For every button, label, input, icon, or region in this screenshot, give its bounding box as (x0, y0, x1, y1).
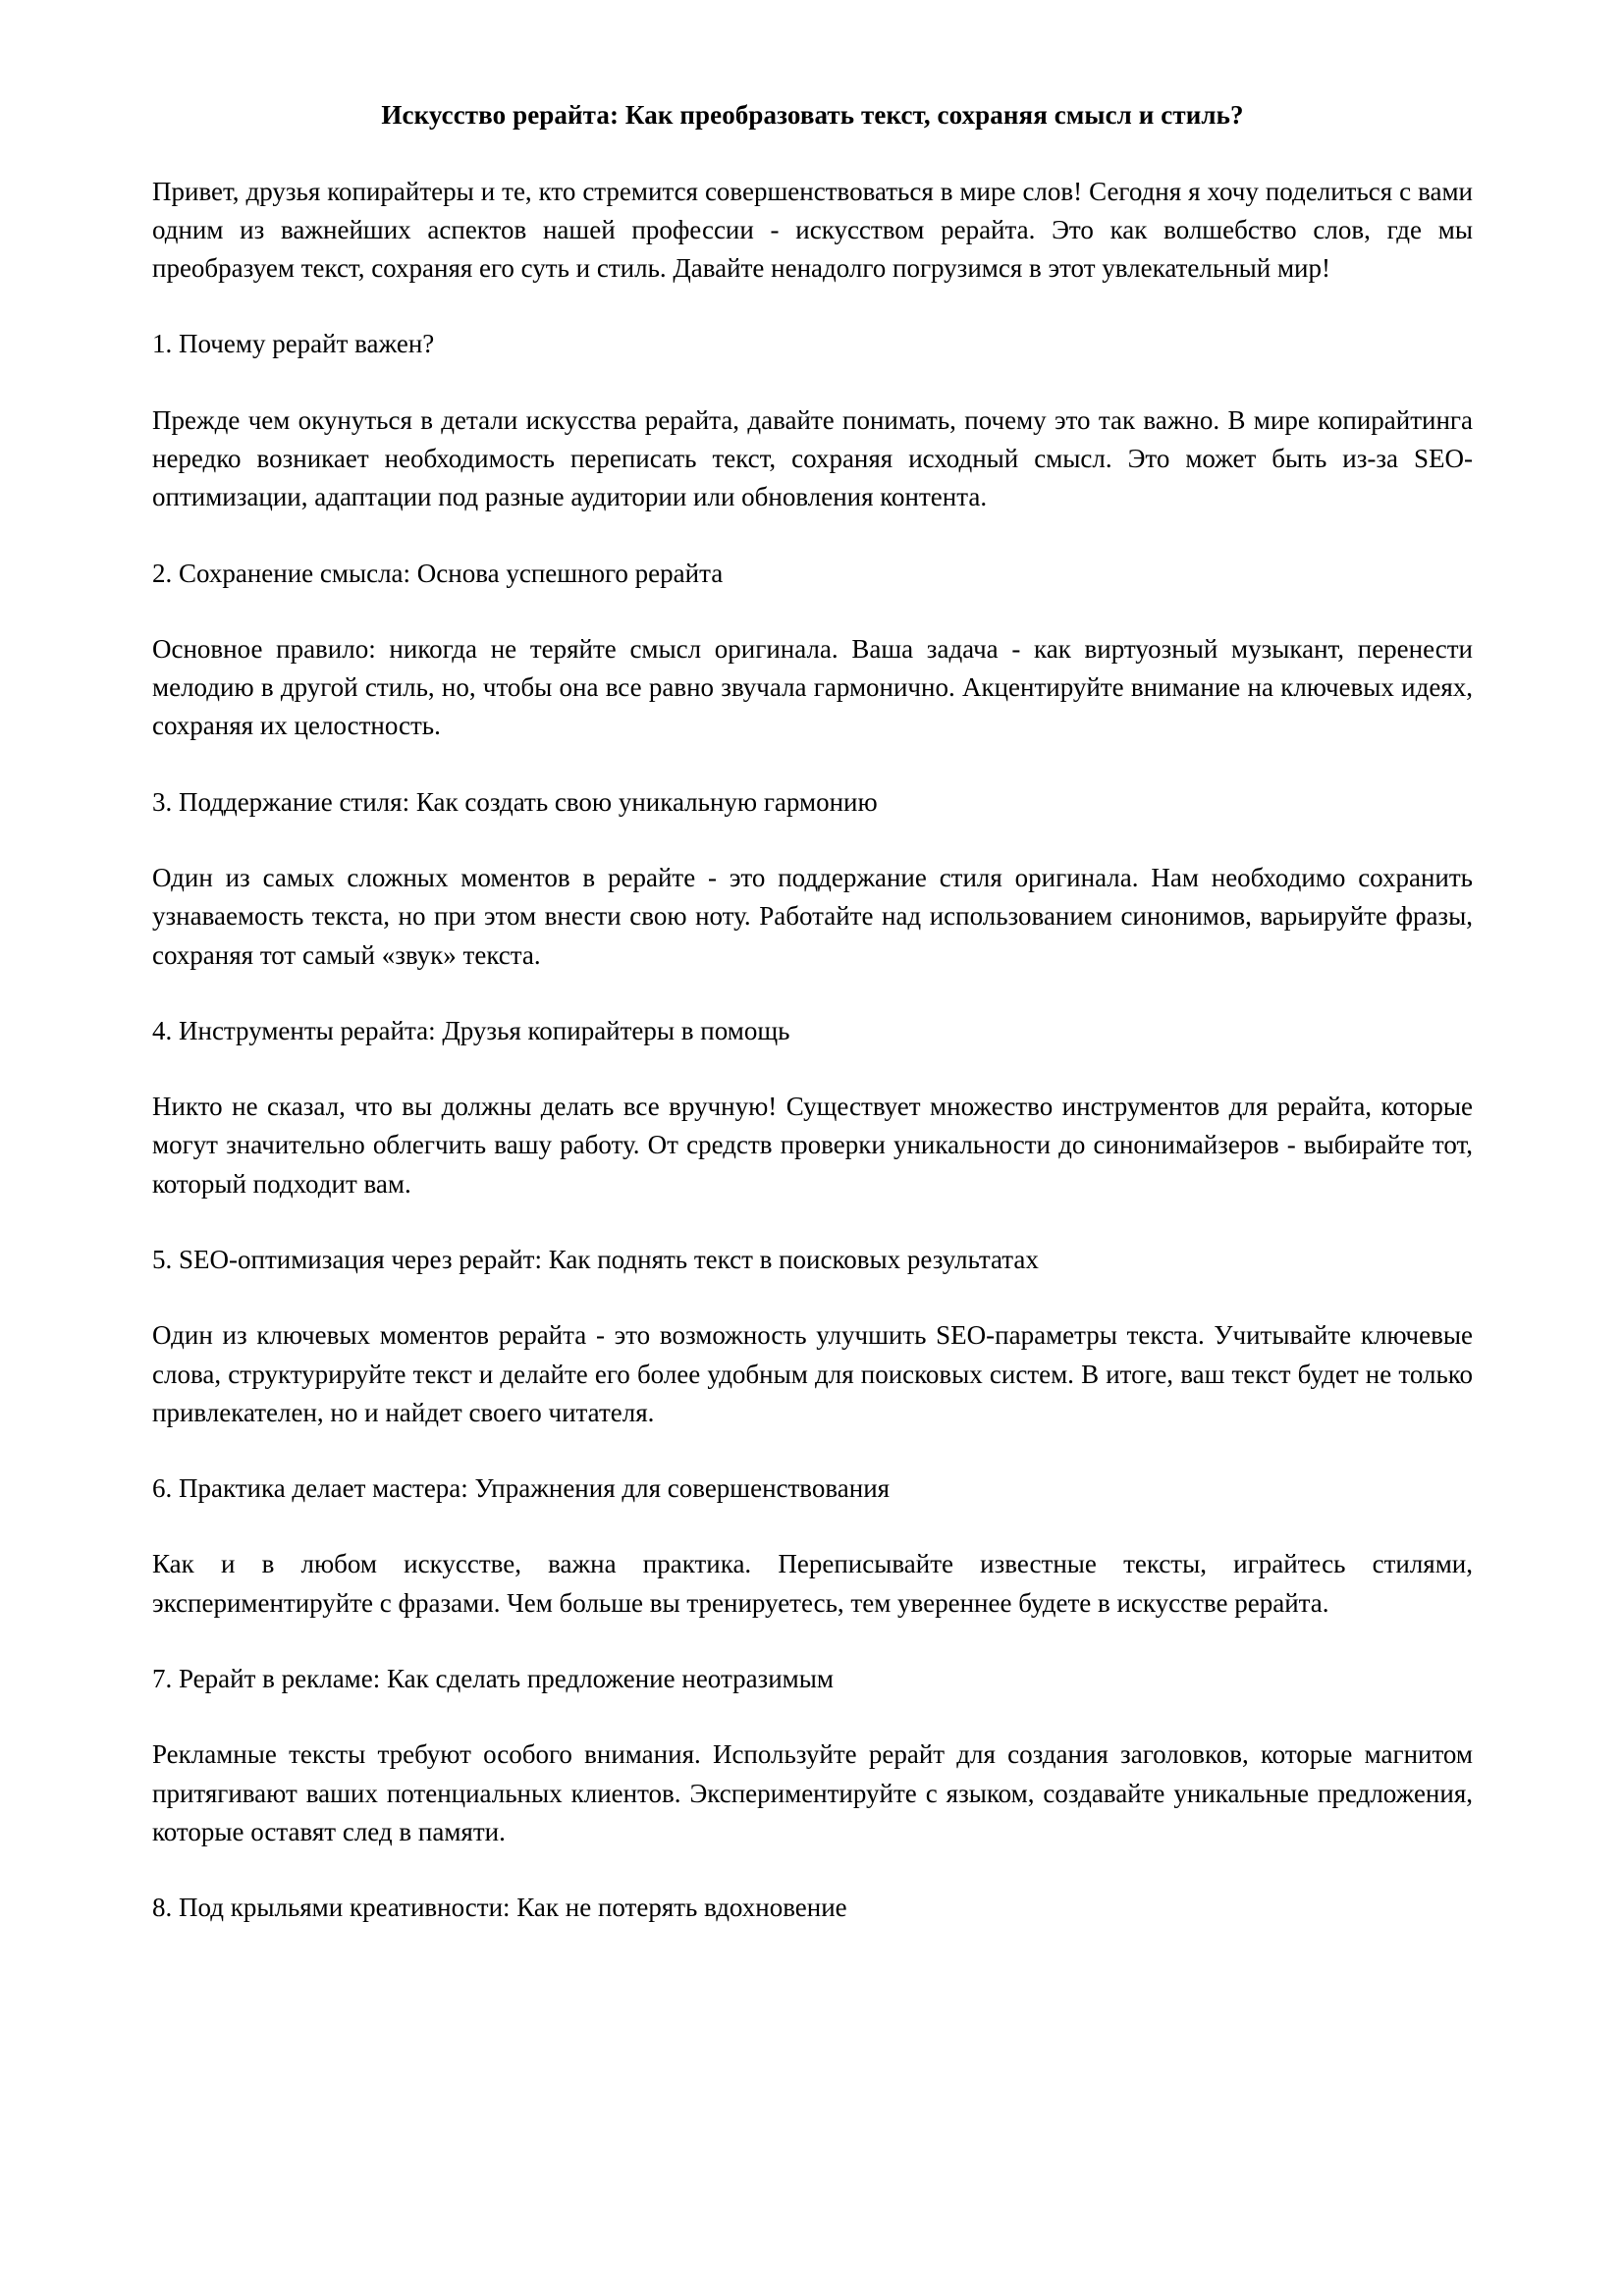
section-body-5: Один из ключевых моментов рерайта - это возможность улучшить SEO-параметры текста. Учитывайте ключевые слова, структурируйте текст и делайте его более удобным для поисковых систем. В итоге, ваш текст будет не только привлекателен, но и найдет своего читателя. (152, 1320, 1473, 1427)
section-body-1: Прежде чем окунуться в детали искусства рерайта, давайте понимать, почему это так важно. В мире копирайтинга нередко возникает необходимость переписать текст, сохраняя исходный смысл. Это может быть из-за SEO-оптимизации, адаптации под разные аудитории или обновления контента. (152, 404, 1473, 512)
section-heading-6: 6. Практика делает мастера: Упражнения для совершенствования (152, 1473, 891, 1504)
section-heading-5: 5. SEO-оптимизация через рерайт: Как поднять текст в поисковых результатах (152, 1244, 1039, 1274)
section-heading-4: 4. Инструменты рерайта: Друзья копирайтеры в помощь (152, 1015, 790, 1045)
section-heading-1: 1. Почему рерайт важен? (152, 329, 435, 359)
section-body-6: Как и в любом искусстве, важна практика. Переписывайте известные тексты, играйтесь стилями, экспериментируйте с фразами. Чем больше вы тренируетесь, тем увереннее будете в искусстве рерайта. (152, 1549, 1473, 1618)
section-body-7: Рекламные тексты требуют особого внимания. Используйте рерайт для создания заголовков, которые магнитом притягивают ваших потенциальных клиентов. Экспериментируйте с языком, создавайте уникальные предложения, которые оставят след в памяти. (152, 1739, 1473, 1846)
document-content (152, 98, 1473, 1964)
intro-paragraph: Привет, друзья копирайтеры и те, кто стремится совершенствоваться в мире слов! Сегодня я хочу поделиться с вами одним из важнейших аспектов нашей профессии - искусством рерайта. Это как волшебство слов, где мы преобразуем текст, сохраняя его суть и стиль. Давайте ненадолго погрузимся в этот увлекательный мир! (152, 176, 1473, 284)
page-title: Искусство рерайта: Как преобразовать текст, сохраняя смысл и стиль? (381, 100, 1244, 130)
section-heading-2: 2. Сохранение смысла: Основа успешного рерайта (152, 558, 724, 588)
section-heading-3: 3. Поддержание стиля: Как создать свою уникальную гармонию (152, 786, 878, 817)
section-heading-7: 7. Рерайт в рекламе: Как сделать предложение неотразимым (152, 1663, 834, 1693)
section-body-3: Один из самых сложных моментов в рерайте - это поддержание стиля оригинала. Нам необходимо сохранить узнаваемость текста, но при этом внести свою ноту. Работайте над использованием синонимов, варьируйте фразы, сохраняя тот самый «звук» текста. (152, 863, 1473, 970)
section-body-2: Основное правило: никогда не теряйте смысл оригинала. Ваша задача - как виртуозный музыкант, перенести мелодию в другой стиль, но, чтобы она все равно звучала гармонично. Акцентируйте внимание на ключевых идеях, сохраняя их целостность. (152, 633, 1473, 741)
section-body-4: Никто не сказал, что вы должны делать все вручную! Существует множество инструментов для рерайта, которые могут значительно облегчить вашу работу. От средств проверки уникальности до синонимайзеров - выбирайте тот, который подходит вам. (152, 1092, 1473, 1199)
section-heading-8: 8. Под крыльями креативности: Как не потерять вдохновение (152, 1893, 847, 1923)
